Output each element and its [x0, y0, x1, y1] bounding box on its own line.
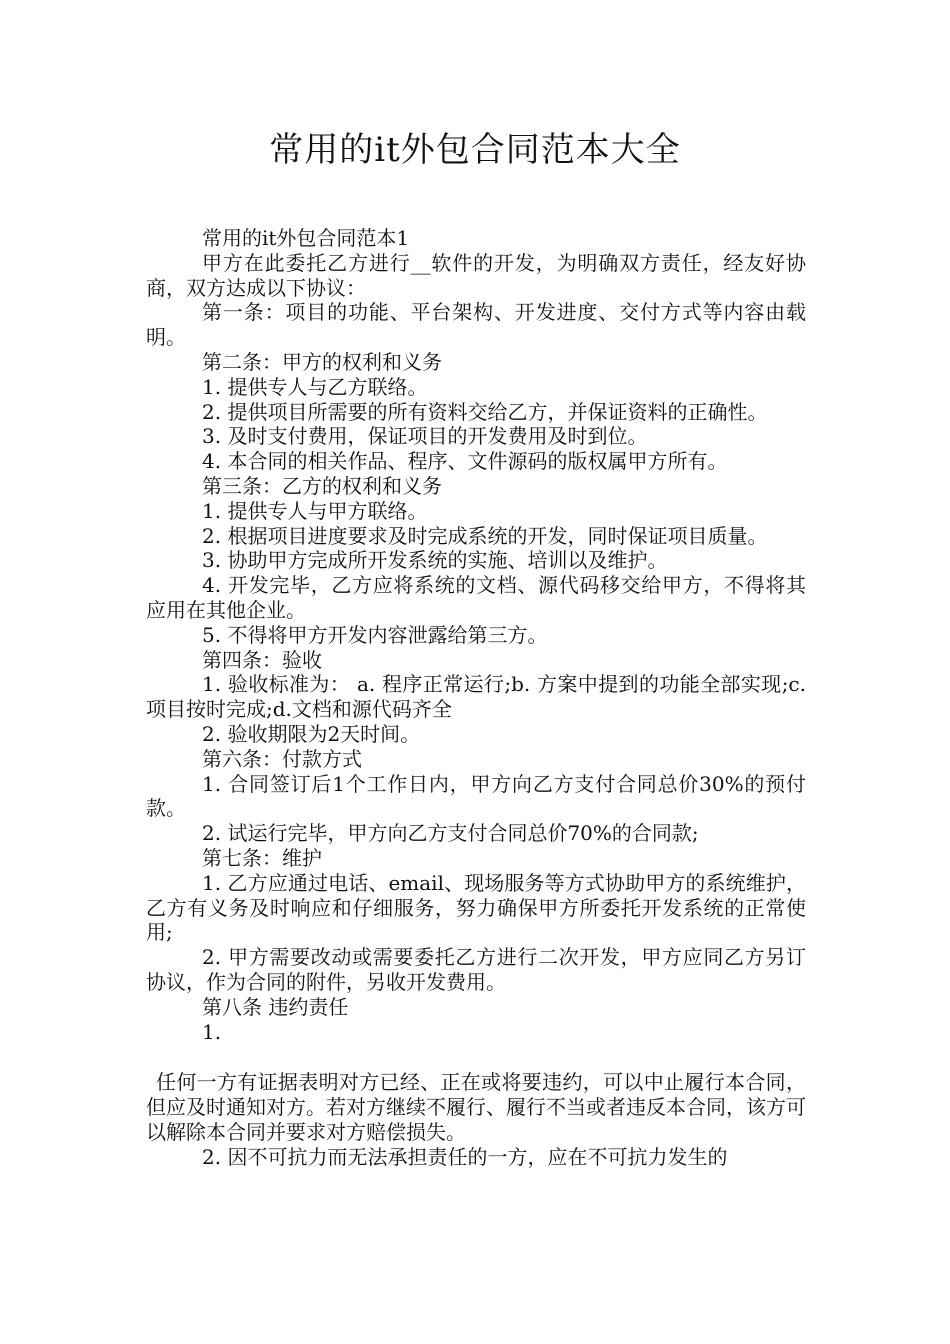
paragraph: 任何一方有证据表明对方已经、正在或将要违约，可以中止履行本合同，但应及时通知对方。若对方继续不履行、履行不当或者违反本合同，该方可以解除本合同并要求对方赔偿损失。	[146, 1070, 806, 1144]
clause: 2. 因不可抗力而无法承担责任的一方，应在不可抗力发生的	[202, 1144, 728, 1169]
section-heading: 第六条：付款方式	[202, 746, 362, 771]
clause: 1.	[202, 1019, 222, 1044]
paragraph: 常用的it外包合同范本1	[202, 226, 410, 250]
paragraph-gap	[146, 1044, 806, 1070]
section-heading: 第三条：乙方的权利和义务	[202, 473, 442, 498]
paragraph: 甲方在此委托乙方进行__软件的开发，为明确双方责任，经友好协商，双方达成以下协议：	[146, 250, 806, 300]
clause: 2. 验收期限为2天时间。	[202, 721, 421, 746]
document-body	[146, 226, 806, 1169]
clause: 5. 不得将甲方开发内容泄露给第三方。	[202, 622, 548, 647]
clause: 3. 及时支付费用，保证项目的开发费用及时到位。	[202, 424, 648, 449]
clause: 1. 提供专人与甲方联络。	[202, 498, 428, 523]
section-heading: 第七条：维护	[202, 845, 322, 870]
clause: 1. 提供专人与乙方联络。	[202, 374, 428, 399]
clause: 2. 根据项目进度要求及时完成系统的开发，同时保证项目质量。	[202, 523, 768, 548]
clause: 2. 提供项目所需要的所有资料交给乙方，并保证资料的正确性。	[202, 399, 768, 424]
section-heading: 第二条：甲方的权利和义务	[202, 349, 442, 374]
document-title: 常用的it外包合同范本大全	[269, 130, 681, 170]
clause: 1. 乙方应通过电话、email、现场服务等方式协助甲方的系统维护，乙方有义务及时响应和仔细服务，努力确保甲方所委托开发系统的正常使用;	[146, 870, 806, 945]
clause: 4. 本合同的相关作品、程序、文件源码的版权属甲方所有。	[202, 449, 728, 474]
section-heading: 第八条 违约责任	[202, 994, 349, 1019]
clause: 2. 甲方需要改动或需要委托乙方进行二次开发，甲方应同乙方另订协议，作为合同的附件，另收开发费用。	[146, 945, 806, 994]
clause: 4. 开发完毕，乙方应将系统的文档、源代码移交给甲方，不得将其应用在其他企业。	[146, 573, 806, 622]
paragraph: 第一条：项目的功能、平台架构、开发进度、交付方式等内容由载明。	[146, 300, 806, 350]
clause: 1. 验收标准为： a. 程序正常运行;b. 方案中提到的功能全部实现;c.项目按时完成;d.文档和源代码齐全	[146, 672, 806, 722]
clause: 1. 合同签订后1个工作日内，甲方向乙方支付合同总价30%的预付款。	[146, 771, 806, 821]
section-heading: 第四条：验收	[202, 647, 322, 672]
clause: 2. 试运行完毕，甲方向乙方支付合同总价70%的合同款;	[202, 821, 699, 846]
clause: 3. 协助甲方完成所开发系统的实施、培训以及维护。	[202, 548, 668, 573]
